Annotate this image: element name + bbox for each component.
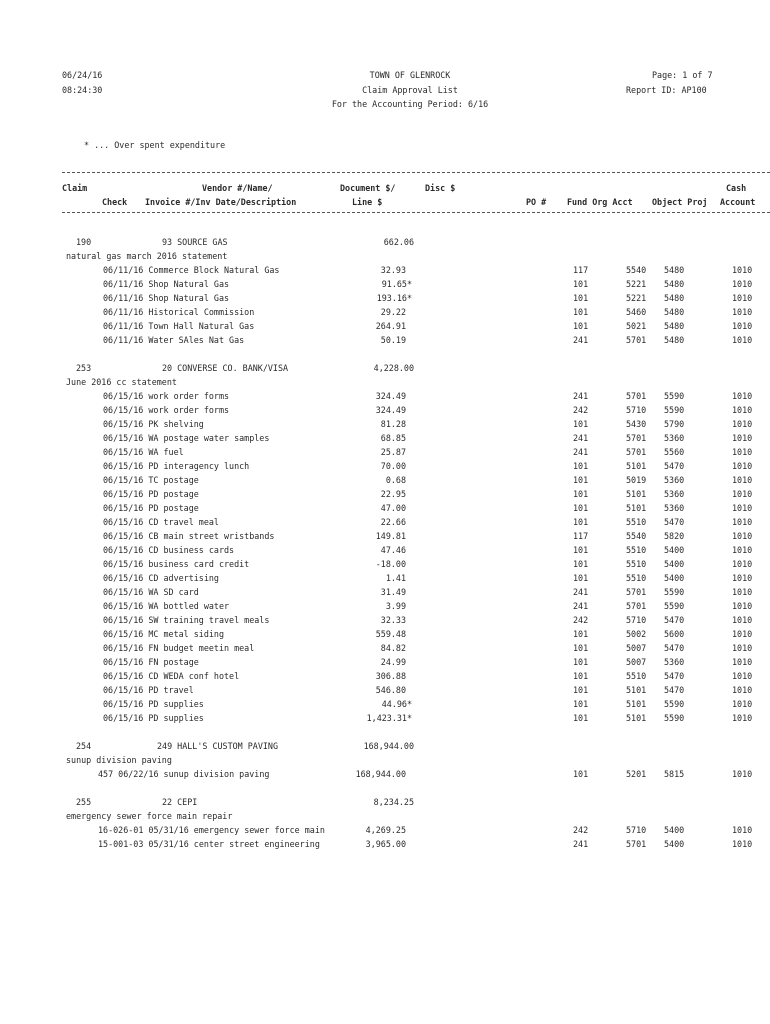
claim-line <box>0 699 770 713</box>
line-fund: 241 <box>573 391 589 401</box>
line-amount: 559.48 <box>375 629 406 639</box>
line-cash-account: 1010 <box>732 601 753 611</box>
line-object: 5480 <box>664 279 685 289</box>
line-description: 06/15/16 FN postage <box>103 657 199 667</box>
line-cash-account: 1010 <box>732 531 753 541</box>
line-description: 06/15/16 CD advertising <box>103 573 219 583</box>
line-cash-account: 1010 <box>732 657 753 667</box>
line-amount: 32.93 <box>380 265 406 275</box>
line-object: 5600 <box>664 629 685 639</box>
line-fund: 101 <box>573 321 589 331</box>
line-fund: 117 <box>573 531 589 541</box>
line-object: 5400 <box>664 573 685 583</box>
claim-line <box>0 671 770 685</box>
line-object: 5470 <box>664 643 685 653</box>
col-invoice: Invoice #/Inv Date/Description <box>145 197 297 207</box>
claim-line <box>0 643 770 657</box>
col-fund-org-acct: Fund Org Acct <box>567 197 633 207</box>
report-title: Claim Approval List <box>362 85 458 95</box>
line-fund: 101 <box>573 657 589 667</box>
claim-line <box>0 265 770 279</box>
line-object: 5790 <box>664 419 685 429</box>
line-description: 06/15/16 PD travel <box>103 685 194 695</box>
line-cash-account: 1010 <box>732 503 753 513</box>
line-org: 5701 <box>626 839 647 849</box>
line-fund: 101 <box>573 475 589 485</box>
line-cash-account: 1010 <box>732 573 753 583</box>
claim-header <box>0 363 770 377</box>
accounting-period: For the Accounting Period: 6/16 <box>331 99 489 109</box>
page-number: Page: 1 of 7 <box>652 70 713 80</box>
claim-number: 254 <box>76 741 92 751</box>
line-description: 06/11/16 Water SAles Nat Gas <box>103 335 245 345</box>
line-cash-account: 1010 <box>732 405 753 415</box>
line-description: 06/11/16 Historical Commission <box>103 307 255 317</box>
line-object: 5590 <box>664 405 685 415</box>
line-fund: 241 <box>573 587 589 597</box>
line-fund: 101 <box>573 559 589 569</box>
claim-line <box>0 573 770 587</box>
claim-line <box>0 629 770 643</box>
report-time: 08:24:30 <box>62 85 103 95</box>
line-amount: 70.00 <box>380 461 406 471</box>
line-org: 5221 <box>626 293 647 303</box>
line-description: 06/15/16 PD postage <box>103 503 199 513</box>
line-object: 5360 <box>664 489 685 499</box>
vendor-name: 249 HALL'S CUSTOM PAVING <box>157 741 279 751</box>
line-description: 15-001-03 05/31/16 center street engineering <box>98 839 320 849</box>
line-fund: 241 <box>573 335 589 345</box>
line-cash-account: 1010 <box>732 643 753 653</box>
line-object: 5480 <box>664 293 685 303</box>
line-object: 5470 <box>664 517 685 527</box>
line-object: 5815 <box>664 769 685 779</box>
line-org: 5710 <box>626 405 647 415</box>
col-document: Document $/ <box>340 183 396 193</box>
line-cash-account: 1010 <box>732 391 753 401</box>
line-cash-account: 1010 <box>732 769 753 779</box>
line-org: 5701 <box>626 391 647 401</box>
line-object: 5400 <box>664 559 685 569</box>
line-org: 5021 <box>626 321 647 331</box>
line-description: 06/15/16 TC postage <box>103 475 199 485</box>
vendor-name: 93 SOURCE GAS <box>162 237 228 247</box>
claim-line <box>0 769 770 783</box>
line-amount: 68.85 <box>380 433 406 443</box>
line-org: 5701 <box>626 587 647 597</box>
line-amount: 264.91 <box>375 321 406 331</box>
claim-memo <box>0 755 770 769</box>
line-fund: 241 <box>573 447 589 457</box>
line-org: 5019 <box>626 475 647 485</box>
line-org: 5710 <box>626 615 647 625</box>
line-amount: 25.87 <box>380 447 406 457</box>
claim-line <box>0 531 770 545</box>
line-org: 5510 <box>626 559 647 569</box>
line-amount: 149.81 <box>375 531 406 541</box>
line-cash-account: 1010 <box>732 279 753 289</box>
line-org: 5101 <box>626 699 647 709</box>
line-amount: 47.46 <box>380 545 406 555</box>
line-object: 5400 <box>664 545 685 555</box>
line-fund: 242 <box>573 615 589 625</box>
line-amount: 29.22 <box>380 307 406 317</box>
line-cash-account: 1010 <box>732 307 753 317</box>
line-org: 5510 <box>626 517 647 527</box>
claim-line <box>0 517 770 531</box>
line-org: 5007 <box>626 657 647 667</box>
line-amount: 1,423.31* <box>366 713 412 723</box>
line-object: 5470 <box>664 461 685 471</box>
line-object: 5400 <box>664 825 685 835</box>
line-cash-account: 1010 <box>732 419 753 429</box>
line-description: 06/15/16 PD supplies <box>103 713 204 723</box>
line-org: 5007 <box>626 643 647 653</box>
line-fund: 101 <box>573 279 589 289</box>
line-cash-account: 1010 <box>732 685 753 695</box>
line-description: 06/15/16 CD business cards <box>103 545 235 555</box>
line-object: 5400 <box>664 839 685 849</box>
line-fund: 241 <box>573 601 589 611</box>
line-description: 06/15/16 MC metal siding <box>103 629 225 639</box>
line-amount: 324.49 <box>375 405 406 415</box>
line-object: 5470 <box>664 685 685 695</box>
report-date: 06/24/16 <box>62 70 103 80</box>
line-fund: 101 <box>573 685 589 695</box>
line-org: 5101 <box>626 503 647 513</box>
claim-line <box>0 293 770 307</box>
line-fund: 101 <box>573 643 589 653</box>
line-cash-account: 1010 <box>732 713 753 723</box>
line-description: 06/15/16 business card credit <box>103 559 250 569</box>
line-description: 06/15/16 PD interagency lunch <box>103 461 250 471</box>
line-object: 5470 <box>664 671 685 681</box>
line-org: 5701 <box>626 447 647 457</box>
line-fund: 101 <box>573 307 589 317</box>
claim-description: natural gas march 2016 statement <box>66 251 228 261</box>
line-amount: 324.49 <box>375 391 406 401</box>
line-cash-account: 1010 <box>732 825 753 835</box>
line-amount: 84.82 <box>380 643 406 653</box>
line-org: 5101 <box>626 489 647 499</box>
claim-description: June 2016 cc statement <box>66 377 177 387</box>
claim-number: 190 <box>76 237 92 247</box>
vendor-name: 20 CONVERSE CO. BANK/VISA <box>162 363 289 373</box>
claim-line <box>0 475 770 489</box>
line-fund: 242 <box>573 825 589 835</box>
line-cash-account: 1010 <box>732 447 753 457</box>
line-cash-account: 1010 <box>732 629 753 639</box>
line-fund: 101 <box>573 573 589 583</box>
line-description: 06/15/16 WA SD card <box>103 587 199 597</box>
line-fund: 101 <box>573 503 589 513</box>
claim-line <box>0 321 770 335</box>
line-org: 5540 <box>626 531 647 541</box>
line-org: 5101 <box>626 685 647 695</box>
line-amount: 4,269.25 <box>365 825 406 835</box>
line-amount: 168,944.00 <box>355 769 406 779</box>
line-cash-account: 1010 <box>732 321 753 331</box>
line-fund: 241 <box>573 433 589 443</box>
claim-line <box>0 335 770 349</box>
claim-header <box>0 237 770 251</box>
line-cash-account: 1010 <box>732 265 753 275</box>
claim-total: 662.06 <box>383 237 414 247</box>
line-object: 5470 <box>664 615 685 625</box>
line-cash-account: 1010 <box>732 545 753 555</box>
line-cash-account: 1010 <box>732 839 753 849</box>
claim-line <box>0 405 770 419</box>
claim-line <box>0 559 770 573</box>
claim-total: 168,944.00 <box>363 741 414 751</box>
col-cash: Cash <box>726 183 747 193</box>
col-claim: Claim <box>62 183 88 193</box>
claim-line <box>0 503 770 517</box>
claim-line <box>0 489 770 503</box>
line-amount: 3.99 <box>385 601 406 611</box>
line-description: 06/15/16 CD travel meal <box>103 517 219 527</box>
claim-number: 255 <box>76 797 92 807</box>
line-cash-account: 1010 <box>732 517 753 527</box>
line-object: 5480 <box>664 335 685 345</box>
line-fund: 101 <box>573 629 589 639</box>
claim-line <box>0 839 770 853</box>
line-org: 5710 <box>626 825 647 835</box>
line-cash-account: 1010 <box>732 615 753 625</box>
line-object: 5360 <box>664 657 685 667</box>
line-org: 5430 <box>626 419 647 429</box>
line-fund: 101 <box>573 545 589 555</box>
line-description: 06/11/16 Town Hall Natural Gas <box>103 321 255 331</box>
line-fund: 241 <box>573 839 589 849</box>
line-description: 06/15/16 WA bottled water <box>103 601 230 611</box>
line-org: 5221 <box>626 279 647 289</box>
col-account: Account <box>720 197 756 207</box>
claim-line <box>0 587 770 601</box>
line-description: 06/15/16 PD supplies <box>103 699 204 709</box>
claim-header <box>0 741 770 755</box>
line-fund: 117 <box>573 265 589 275</box>
line-cash-account: 1010 <box>732 475 753 485</box>
header-bottom-rule <box>62 212 770 213</box>
line-description: 06/15/16 WA postage water samples <box>103 433 270 443</box>
line-amount: 31.49 <box>380 587 406 597</box>
line-description: 06/15/16 work order forms <box>103 405 230 415</box>
line-description: 457 06/22/16 sunup division paving <box>98 769 270 779</box>
claim-total: 8,234.25 <box>373 797 414 807</box>
claim-total: 4,228.00 <box>373 363 414 373</box>
line-amount: 306.88 <box>375 671 406 681</box>
report-id: Report ID: AP100 <box>626 85 707 95</box>
claim-memo <box>0 251 770 265</box>
claim-line <box>0 685 770 699</box>
claim-line <box>0 391 770 405</box>
line-cash-account: 1010 <box>732 559 753 569</box>
line-object: 5590 <box>664 391 685 401</box>
line-amount: 32.33 <box>380 615 406 625</box>
claim-line <box>0 433 770 447</box>
line-amount: -18.00 <box>375 559 406 569</box>
claim-header <box>0 797 770 811</box>
overspent-legend: * ... Over spent expenditure <box>84 140 226 150</box>
line-amount: 22.66 <box>380 517 406 527</box>
line-org: 5701 <box>626 601 647 611</box>
line-cash-account: 1010 <box>732 699 753 709</box>
line-object: 5820 <box>664 531 685 541</box>
line-description: 06/15/16 SW training travel meals <box>103 615 270 625</box>
line-cash-account: 1010 <box>732 587 753 597</box>
claim-line <box>0 419 770 433</box>
org-name: TOWN OF GLENROCK <box>369 70 451 80</box>
line-org: 5201 <box>626 769 647 779</box>
line-fund: 101 <box>573 517 589 527</box>
line-fund: 101 <box>573 769 589 779</box>
line-object: 5480 <box>664 307 685 317</box>
line-object: 5590 <box>664 601 685 611</box>
claim-line <box>0 657 770 671</box>
col-check: Check <box>102 197 128 207</box>
claim-line <box>0 713 770 727</box>
claim-memo <box>0 811 770 825</box>
line-org: 5701 <box>626 433 647 443</box>
line-org: 5510 <box>626 573 647 583</box>
col-po: PO # <box>526 197 547 207</box>
line-org: 5540 <box>626 265 647 275</box>
line-amount: 50.19 <box>380 335 406 345</box>
line-description: 06/15/16 work order forms <box>103 391 230 401</box>
col-vendor: Vendor #/Name/ <box>202 183 273 193</box>
line-description: 06/15/16 PD postage <box>103 489 199 499</box>
line-description: 06/15/16 CB main street wristbands <box>103 531 275 541</box>
line-fund: 101 <box>573 671 589 681</box>
line-amount: 193.16* <box>376 293 412 303</box>
line-cash-account: 1010 <box>732 335 753 345</box>
claim-line <box>0 825 770 839</box>
claim-line <box>0 615 770 629</box>
line-org: 5510 <box>626 671 647 681</box>
line-amount: 24.99 <box>380 657 406 667</box>
claim-line <box>0 279 770 293</box>
line-amount: 91.65* <box>381 279 412 289</box>
line-amount: 44.96* <box>381 699 412 709</box>
claim-line <box>0 447 770 461</box>
claim-description: emergency sewer force main repair <box>66 811 233 821</box>
line-cash-account: 1010 <box>732 461 753 471</box>
line-object: 5560 <box>664 447 685 457</box>
line-amount: 47.00 <box>380 503 406 513</box>
claim-line <box>0 601 770 615</box>
line-org: 5002 <box>626 629 647 639</box>
line-amount: 1.41 <box>385 573 406 583</box>
line-object: 5590 <box>664 713 685 723</box>
line-object: 5360 <box>664 433 685 443</box>
line-fund: 101 <box>573 293 589 303</box>
claim-line <box>0 545 770 559</box>
line-fund: 101 <box>573 419 589 429</box>
line-description: 06/11/16 Shop Natural Gas <box>103 279 230 289</box>
line-object: 5360 <box>664 503 685 513</box>
line-description: 06/15/16 FN budget meetin meal <box>103 643 255 653</box>
line-org: 5101 <box>626 461 647 471</box>
line-fund: 101 <box>573 713 589 723</box>
line-object: 5360 <box>664 475 685 485</box>
line-cash-account: 1010 <box>732 433 753 443</box>
col-object-proj: Object Proj <box>652 197 708 207</box>
claim-line <box>0 307 770 321</box>
line-description: 06/15/16 PK shelving <box>103 419 204 429</box>
claim-memo <box>0 377 770 391</box>
line-description: 06/15/16 WA fuel <box>103 447 184 457</box>
claim-description: sunup division paving <box>66 755 172 765</box>
top-rule <box>62 172 770 173</box>
line-object: 5590 <box>664 699 685 709</box>
claim-number: 253 <box>76 363 92 373</box>
line-cash-account: 1010 <box>732 293 753 303</box>
line-fund: 101 <box>573 461 589 471</box>
col-disc: Disc $ <box>425 183 456 193</box>
line-org: 5701 <box>626 335 647 345</box>
line-object: 5480 <box>664 321 685 331</box>
line-org: 5101 <box>626 713 647 723</box>
line-cash-account: 1010 <box>732 489 753 499</box>
line-cash-account: 1010 <box>732 671 753 681</box>
line-fund: 242 <box>573 405 589 415</box>
line-amount: 81.28 <box>380 419 406 429</box>
line-fund: 101 <box>573 699 589 709</box>
line-description: 06/11/16 Commerce Block Natural Gas <box>103 265 280 275</box>
line-amount: 546.80 <box>375 685 406 695</box>
line-org: 5510 <box>626 545 647 555</box>
claim-line <box>0 461 770 475</box>
col-line: Line $ <box>352 197 383 207</box>
line-description: 06/11/16 Shop Natural Gas <box>103 293 230 303</box>
line-object: 5590 <box>664 587 685 597</box>
vendor-name: 22 CEPI <box>162 797 198 807</box>
line-fund: 101 <box>573 489 589 499</box>
line-description: 16-026-01 05/31/16 emergency sewer force main <box>98 825 325 835</box>
line-amount: 22.95 <box>380 489 406 499</box>
line-amount: 3,965.00 <box>365 839 406 849</box>
line-object: 5480 <box>664 265 685 275</box>
line-org: 5460 <box>626 307 647 317</box>
line-amount: 0.68 <box>385 475 406 485</box>
line-description: 06/15/16 CD WEDA conf hotel <box>103 671 240 681</box>
